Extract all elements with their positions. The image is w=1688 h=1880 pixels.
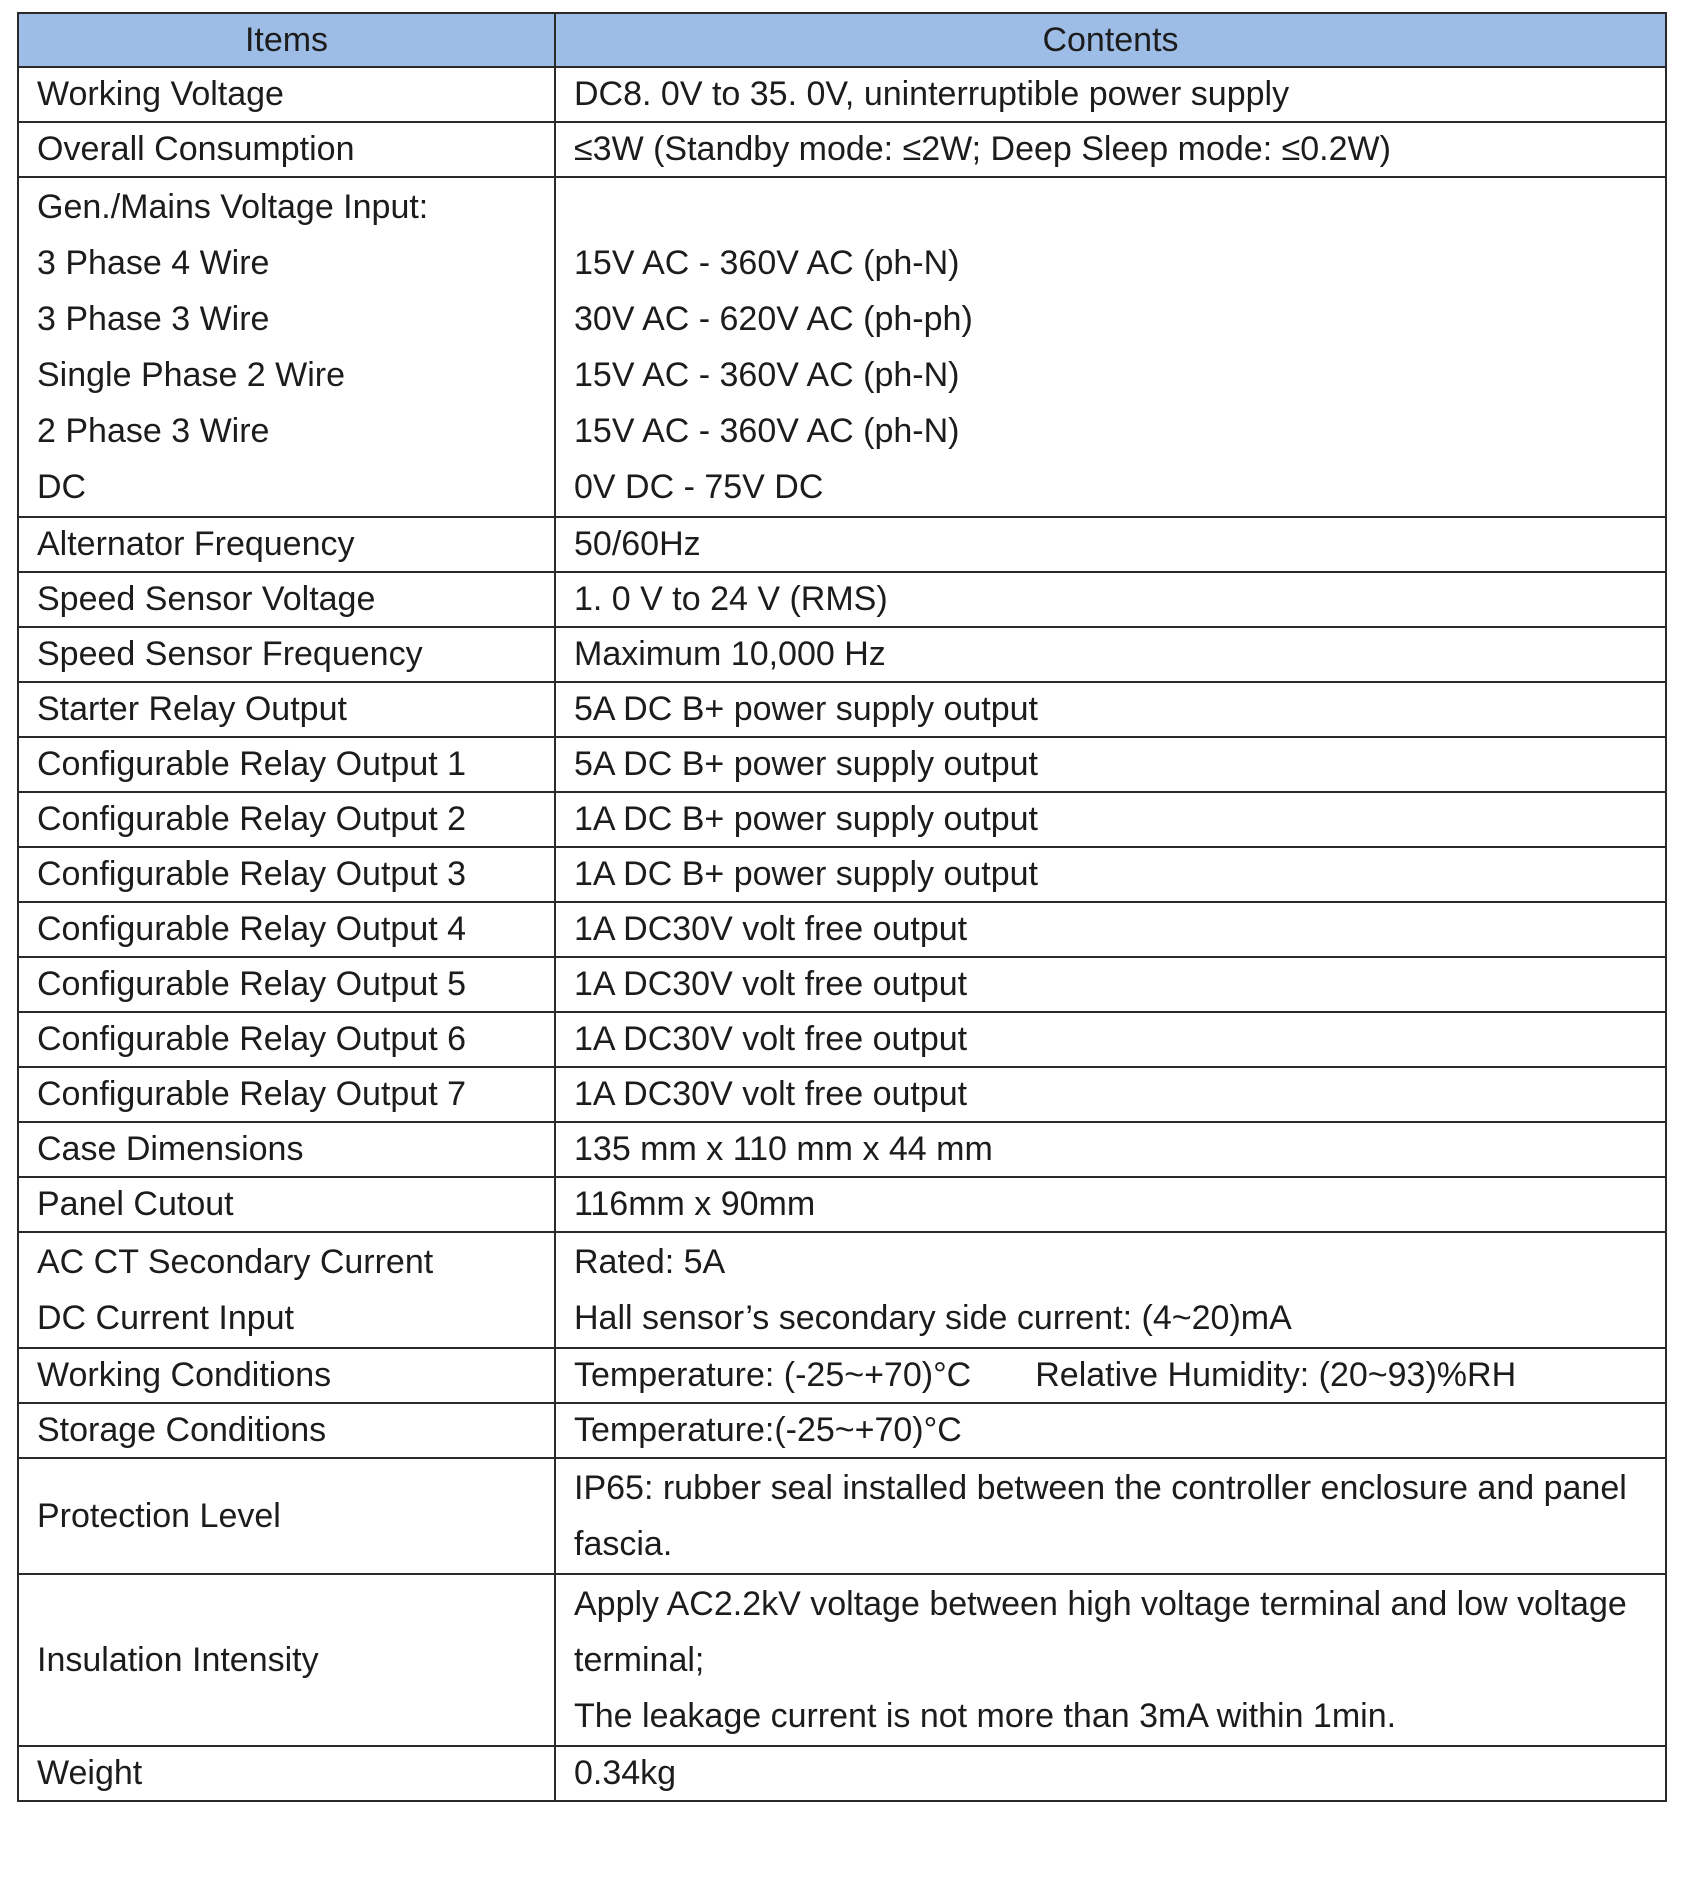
table-row (18, 1232, 1666, 1348)
item-cell (18, 1232, 555, 1348)
item-cell: Configurable Relay Output 4 (18, 902, 555, 957)
table-row (18, 1122, 1666, 1177)
table-row (18, 737, 1666, 792)
item-cell: Speed Sensor Voltage (18, 572, 555, 627)
item-cell: Weight (18, 1746, 555, 1801)
humidity-text: Relative Humidity: (20~93)%RH (1035, 1356, 1517, 1394)
content-cell: 5A DC B+ power supply output (555, 737, 1666, 792)
item-cell: Insulation Intensity (18, 1574, 555, 1746)
content-cell (555, 1458, 1666, 1574)
table-row (18, 847, 1666, 902)
item-line: 2 Phase 3 Wire (37, 412, 270, 450)
content-cell: 1A DC B+ power supply output (555, 847, 1666, 902)
table-header-row (18, 13, 1666, 67)
item-line: Single Phase 2 Wire (37, 356, 346, 394)
content-line-empty (574, 179, 1647, 235)
content-line: 30V AC - 620V AC (ph-ph) (574, 300, 973, 338)
table-row (18, 957, 1666, 1012)
content-cell: 0.34kg (555, 1746, 1666, 1801)
content-cell (555, 1574, 1666, 1746)
content-cell: 1A DC30V volt free output (555, 1067, 1666, 1122)
table-row (18, 67, 1666, 122)
content-line: 15V AC - 360V AC (ph-N) (574, 356, 960, 394)
content-cell: Maximum 10,000 Hz (555, 627, 1666, 682)
item-cell: Panel Cutout (18, 1177, 555, 1232)
item-cell: Working Voltage (18, 67, 555, 122)
content-cell (555, 1232, 1666, 1348)
item-cell: Configurable Relay Output 5 (18, 957, 555, 1012)
item-cell: Configurable Relay Output 3 (18, 847, 555, 902)
item-line: DC Current Input (37, 1299, 294, 1337)
item-cell: Speed Sensor Frequency (18, 627, 555, 682)
content-cell: 1A DC30V volt free output (555, 957, 1666, 1012)
table-row (18, 122, 1666, 177)
item-line: DC (37, 468, 87, 506)
content-line: Rated: 5A (574, 1243, 726, 1281)
content-cell: ≤3W (Standby mode: ≤2W; Deep Sleep mode: ≤0.2W) (555, 122, 1666, 177)
item-line: AC CT Secondary Current (37, 1243, 434, 1281)
content-line: 0V DC - 75V DC (574, 468, 824, 506)
content-paragraph: IP65: rubber seal installed between the controller enclosure and panel fascia. (574, 1469, 1627, 1563)
table-row (18, 627, 1666, 682)
item-cell: Working Conditions (18, 1348, 555, 1403)
table-row (18, 1067, 1666, 1122)
table-row (18, 902, 1666, 957)
item-cell: Protection Level (18, 1458, 555, 1574)
column-header-contents: Contents (555, 13, 1666, 67)
item-line: Gen./Mains Voltage Input: (37, 188, 429, 226)
content-cell (555, 1348, 1666, 1403)
content-line: 15V AC - 360V AC (ph-N) (574, 244, 960, 282)
content-paragraph: The leakage current is not more than 3mA within 1min. (574, 1697, 1397, 1735)
item-cell: Storage Conditions (18, 1403, 555, 1458)
table-row (18, 1348, 1666, 1403)
item-cell: Configurable Relay Output 2 (18, 792, 555, 847)
content-paragraph: Apply AC2.2kV voltage between high voltage terminal and low voltage terminal; (574, 1585, 1627, 1679)
content-cell: 135 mm x 110 mm x 44 mm (555, 1122, 1666, 1177)
table-row (18, 1403, 1666, 1458)
item-cell: Case Dimensions (18, 1122, 555, 1177)
item-cell: Configurable Relay Output 1 (18, 737, 555, 792)
table-row (18, 1458, 1666, 1574)
specifications-table (17, 12, 1667, 1802)
item-cell: Alternator Frequency (18, 517, 555, 572)
item-cell (18, 177, 555, 517)
content-cell (555, 177, 1666, 517)
item-cell: Configurable Relay Output 7 (18, 1067, 555, 1122)
content-cell: 5A DC B+ power supply output (555, 682, 1666, 737)
content-cell: DC8. 0V to 35. 0V, uninterruptible power supply (555, 67, 1666, 122)
content-cell: Temperature:(-25~+70)°C (555, 1403, 1666, 1458)
table-row (18, 1574, 1666, 1746)
content-cell: 116mm x 90mm (555, 1177, 1666, 1232)
item-cell: Starter Relay Output (18, 682, 555, 737)
content-cell: 1A DC B+ power supply output (555, 792, 1666, 847)
table-row (18, 1177, 1666, 1232)
item-cell: Configurable Relay Output 6 (18, 1012, 555, 1067)
content-cell: 1A DC30V volt free output (555, 902, 1666, 957)
content-line: 15V AC - 360V AC (ph-N) (574, 412, 960, 450)
item-line: 3 Phase 4 Wire (37, 244, 270, 282)
table-row (18, 792, 1666, 847)
table-row (18, 572, 1666, 627)
table-row (18, 517, 1666, 572)
column-header-items: Items (18, 13, 555, 67)
item-cell: Overall Consumption (18, 122, 555, 177)
table-row (18, 682, 1666, 737)
item-line: 3 Phase 3 Wire (37, 300, 270, 338)
content-cell: 1A DC30V volt free output (555, 1012, 1666, 1067)
content-cell: 50/60Hz (555, 517, 1666, 572)
temperature-text: Temperature: (-25~+70)°C (574, 1356, 972, 1394)
content-cell: 1. 0 V to 24 V (RMS) (555, 572, 1666, 627)
table-row (18, 177, 1666, 517)
table-row (18, 1012, 1666, 1067)
table-row (18, 1746, 1666, 1801)
content-line: Hall sensor’s secondary side current: (4~20)mA (574, 1299, 1292, 1337)
